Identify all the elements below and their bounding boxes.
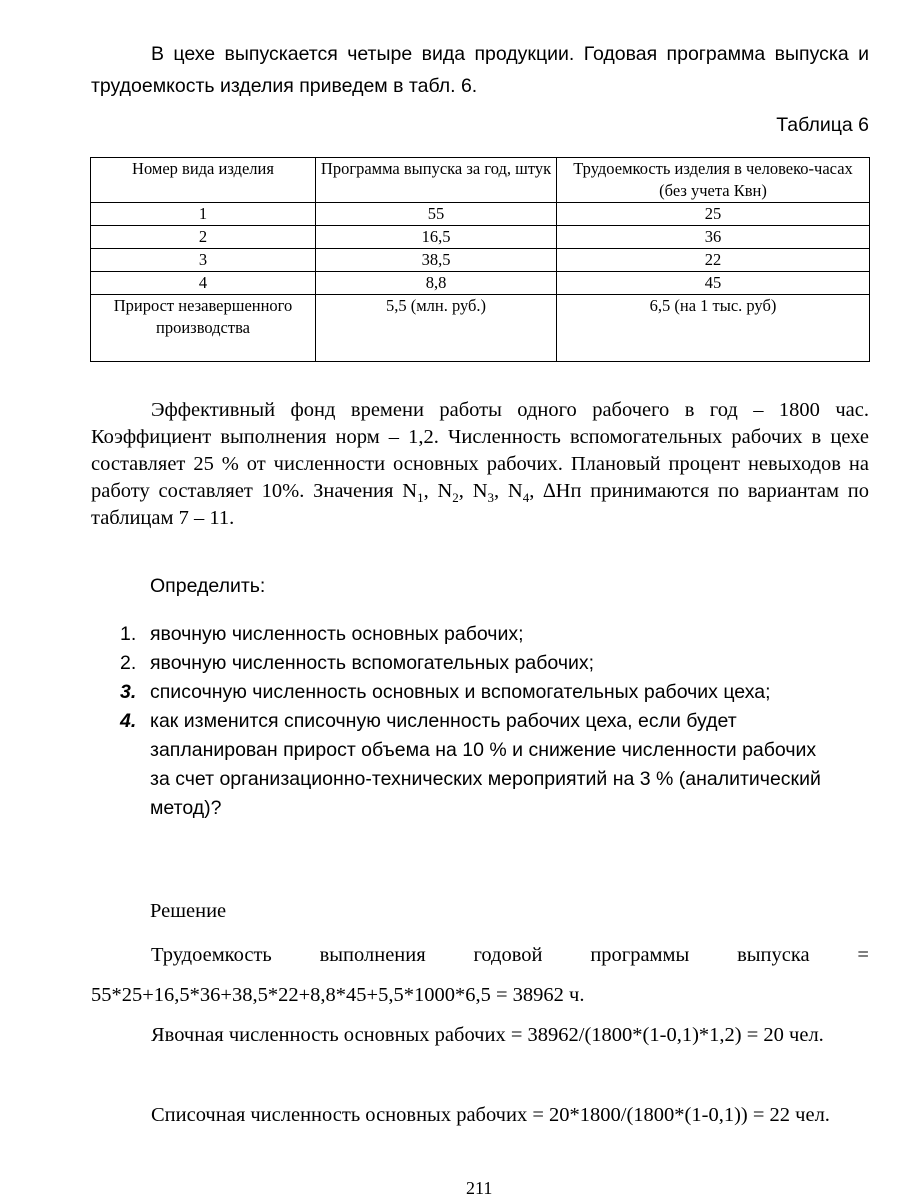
production-table	[90, 157, 870, 362]
table-header-row	[91, 158, 870, 203]
table-cell: 22	[557, 249, 870, 272]
list-number: 2.	[120, 652, 137, 674]
conditions-text: , N	[423, 480, 453, 502]
table-cell: 1	[91, 203, 316, 226]
task-list	[120, 620, 840, 823]
conditions-text: , N	[458, 480, 488, 502]
list-item-text: списочную численность основных и вспомогательных рабочих цеха;	[150, 681, 771, 703]
list-item	[120, 707, 840, 823]
list-item-text: явочную численность вспомогательных рабочих;	[150, 652, 595, 674]
header-cell: Номер вида изделия	[91, 158, 316, 203]
page-number: 211	[466, 1178, 493, 1198]
list-item-text: явочную численность основных рабочих;	[150, 623, 524, 645]
subscript: 2	[452, 490, 459, 506]
table-cell: 36	[557, 226, 870, 249]
header-cell: Программа выпуска за год, штук	[316, 158, 557, 203]
table-cell: 16,5	[316, 226, 557, 249]
list-item	[120, 678, 840, 707]
conditions-text: , N	[494, 480, 523, 502]
conditions-text: Эффективный фонд времени работы одного рабочего в год – 1800 час. Коэффициент выполнения норм – 1,2. Численность вспомогательных рабочих в цехе составляет 25 % от численности основных рабочих. Плановый процент невыходов на работу составляет 10%. Значения N	[91, 399, 869, 502]
table-cell: 38,5	[316, 249, 557, 272]
solution-heading: Решение	[150, 900, 227, 922]
table-cell: 6,5 (на 1 тыс. руб)	[557, 295, 870, 362]
list-number: 4.	[120, 710, 137, 732]
table-row	[91, 295, 870, 362]
subscript: 3	[487, 490, 494, 506]
list-number: 3.	[120, 681, 137, 703]
intro-paragraph: В цехе выпускается четыре вида продукции. Годовая программа выпуска и трудоемкость изделия приведем в табл. 6.	[91, 43, 869, 97]
table-cell: 2	[91, 226, 316, 249]
table-cell: 45	[557, 272, 870, 295]
solution-line: Явочная численность основных рабочих = 38962/(1800*(1-0,1)*1,2) = 20 чел.	[151, 1024, 824, 1046]
header-cell: Трудоемкость изделия в человеко-часах (без учета Квн)	[557, 158, 870, 203]
table-row	[91, 249, 870, 272]
table-cell: 4	[91, 272, 316, 295]
list-item	[120, 620, 840, 649]
conditions-text: , ∆Нп принимаются по вариантам по таблицам 7 – 11.	[91, 480, 869, 529]
list-number: 1.	[120, 623, 137, 645]
table-caption: Таблица 6	[776, 114, 869, 136]
list-item-text: как изменится списочную численность рабочих цеха, если будет запланирован прирост объема на 10 % и снижение численности рабочих за счет организационно-технических мероприятий на 3 % (аналитический метод)?	[150, 710, 821, 819]
table-cell: 3	[91, 249, 316, 272]
solution-line: Трудоемкость выполнения годовой программы выпуска = 55*25+16,5*36+38,5*22+8,8*45+5,5*1000*6,5 = 38962 ч.	[91, 944, 869, 1006]
table-row	[91, 203, 870, 226]
subscript: 4	[522, 490, 530, 506]
table-row	[91, 226, 870, 249]
subscript: 1	[417, 490, 424, 506]
list-item	[120, 649, 840, 678]
table-row	[91, 272, 870, 295]
conditions-paragraph	[91, 397, 869, 532]
table-cell: 25	[557, 203, 870, 226]
table-cell: 5,5 (млн. руб.)	[316, 295, 557, 362]
determine-heading: Определить:	[150, 575, 266, 597]
table-cell: 8,8	[316, 272, 557, 295]
table-cell: Прирост незавершенного производства	[91, 295, 316, 362]
table-cell: 55	[316, 203, 557, 226]
solution-line: Списочная численность основных рабочих = 20*1800/(1800*(1-0,1)) = 22 чел.	[151, 1104, 830, 1126]
